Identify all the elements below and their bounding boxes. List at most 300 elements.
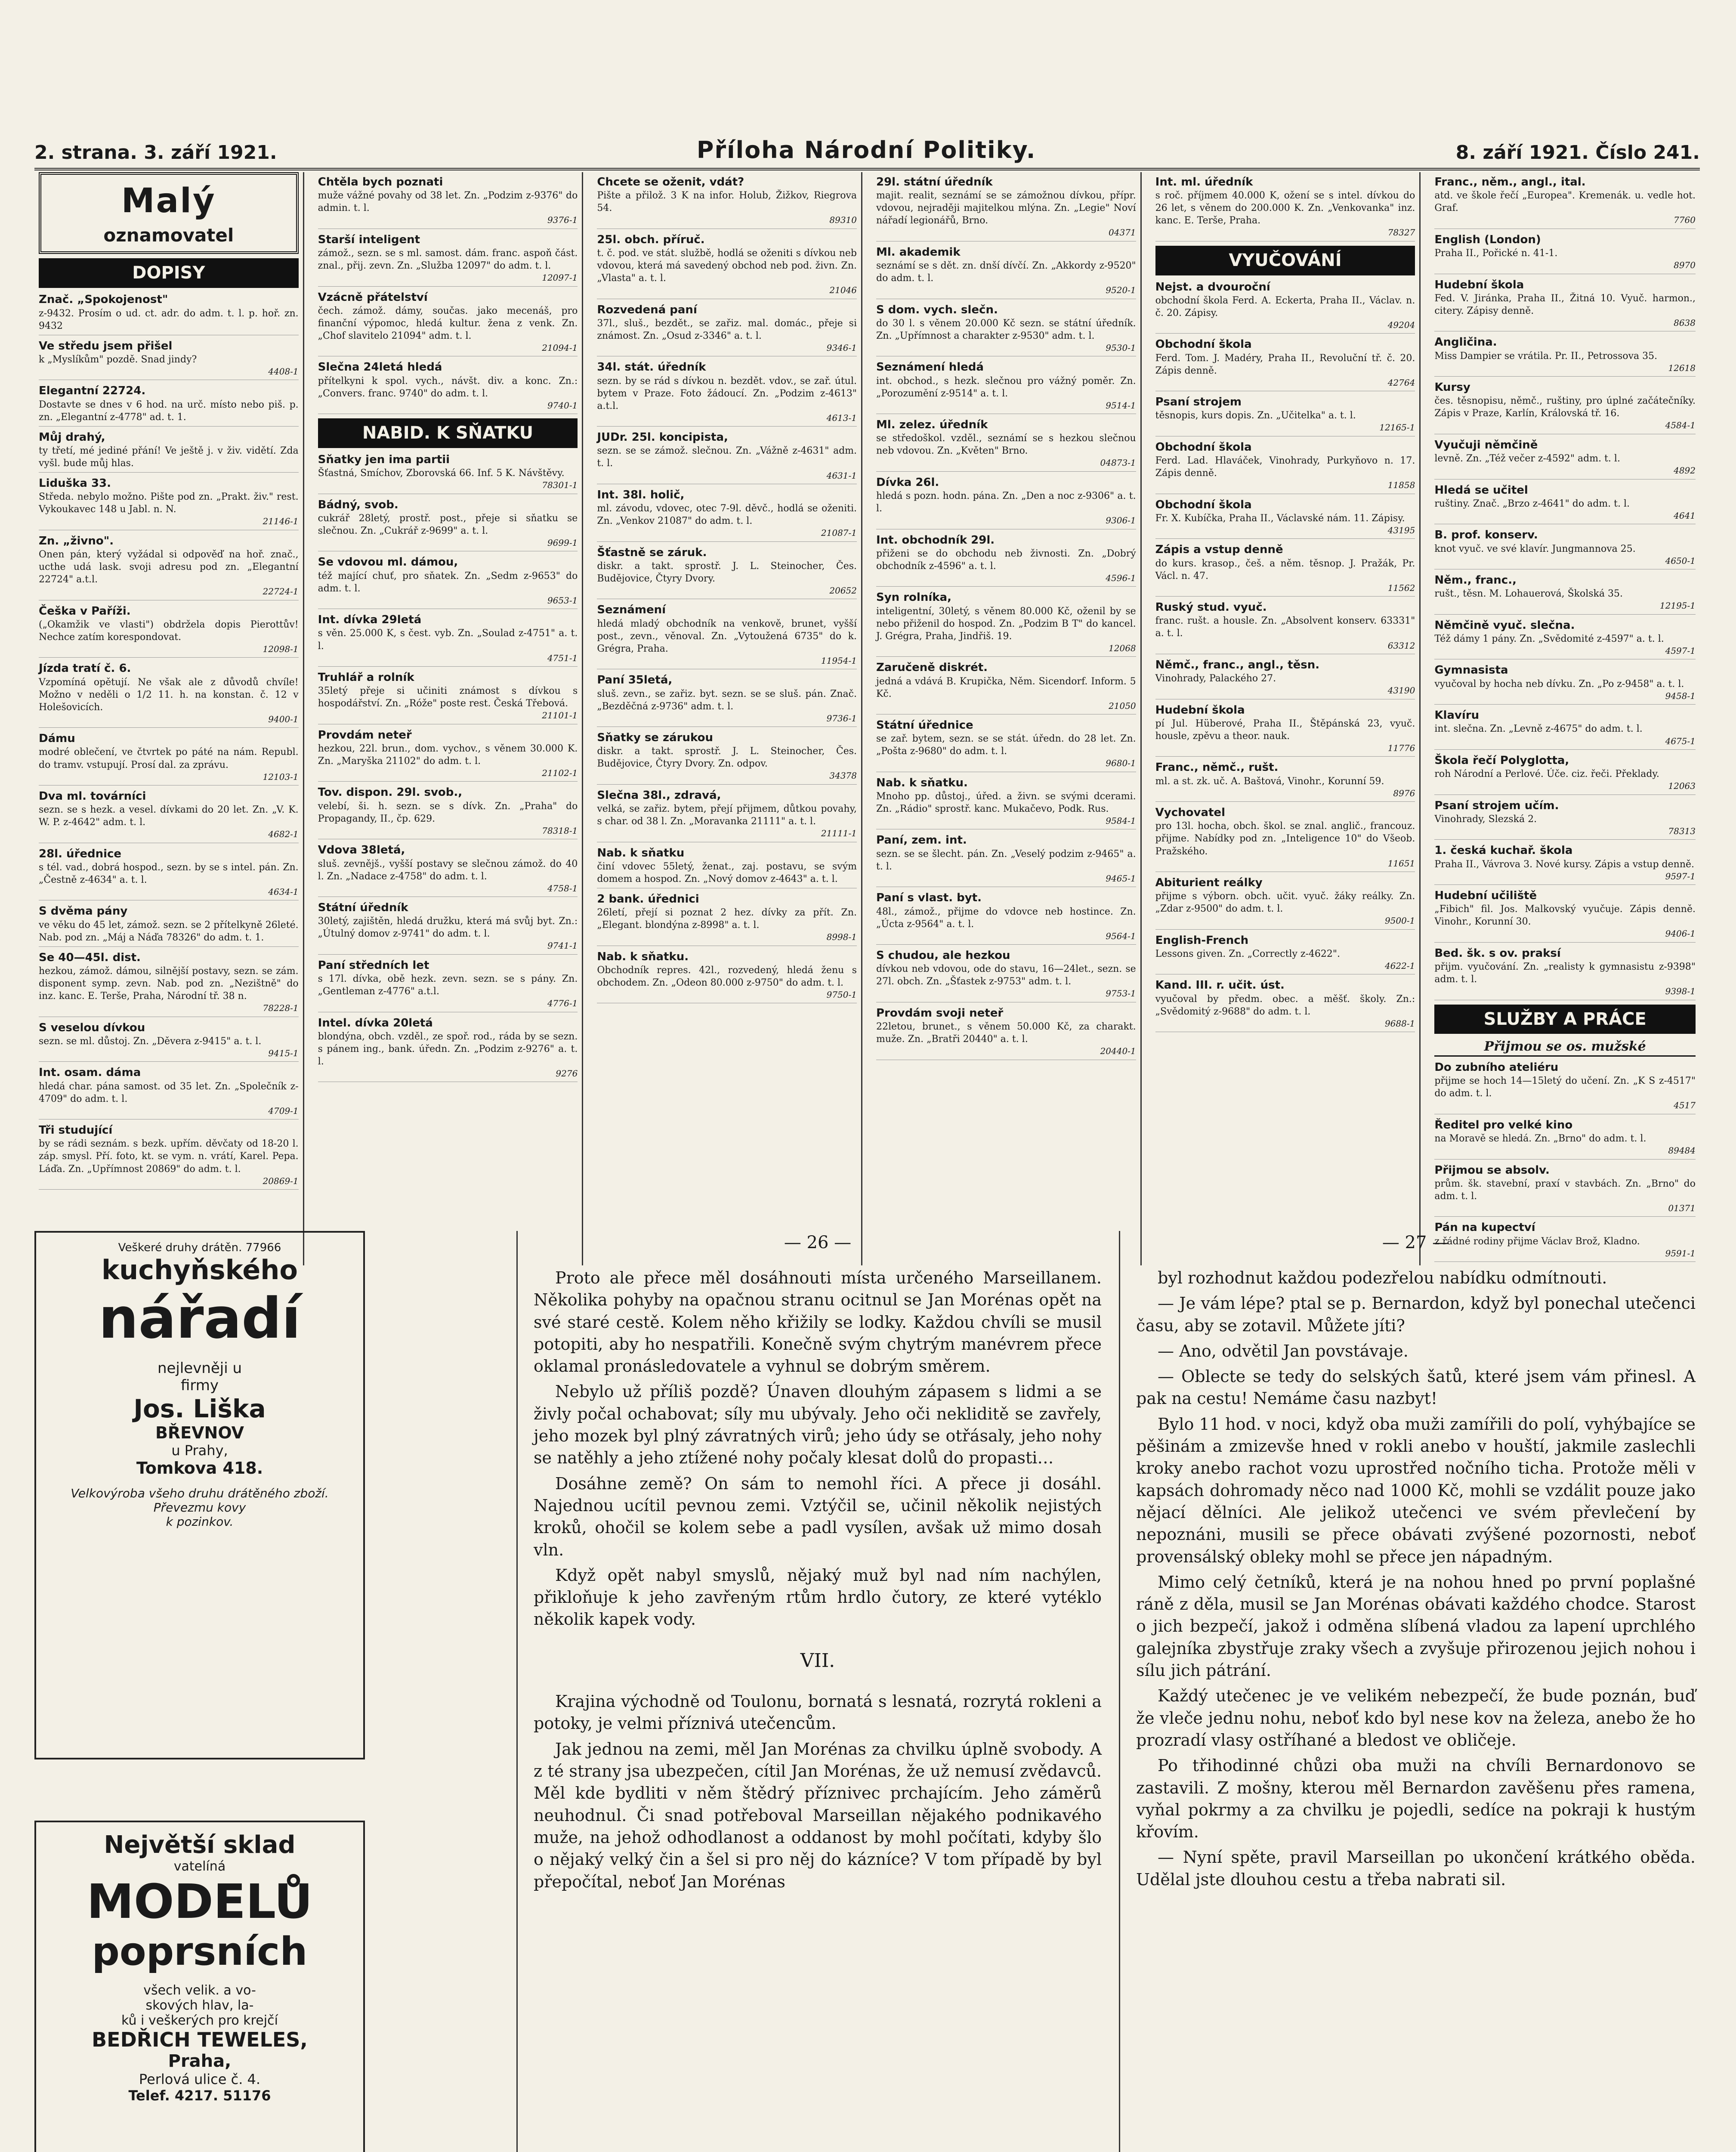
- ad-text: přijm. vyučování. Zn. „realisty k gymnasistu z-9398" adm. t. l.: [1434, 962, 1696, 985]
- classified-ad: [39, 292, 299, 335]
- classified-ad: [1434, 573, 1696, 615]
- ad-modelu-line4: poprsních: [92, 1929, 308, 1974]
- ad-title: Int. dívka 29letá: [318, 613, 422, 627]
- ad-title: Provdám neteř: [318, 728, 412, 742]
- ad-title: Obchodní škola: [1155, 440, 1252, 454]
- classified-ad: [39, 476, 299, 530]
- classified-ad: [1155, 498, 1415, 539]
- ad-text: prům. šk. stavební, praxí v stavbách. Zn. „Brno" do adm. t. l.: [1434, 1178, 1696, 1202]
- ad-text: roh Národní a Perlové. Úče. ciz. řeči. Překlady.: [1434, 769, 1659, 780]
- classified-ad: [597, 846, 857, 888]
- classified-ad: [1155, 280, 1415, 334]
- ad-title: Šťastně se záruk.: [597, 546, 707, 559]
- ad-text: ve věku do 45 let, zámož. sezn. se 2 přítelkyně 26leté. Nab. pod zn. „Máj a Náďa 78326" do adm. t. 1.: [39, 919, 299, 943]
- ad-kuchynske-naradi: [34, 1231, 365, 1759]
- ad-title: Abiturient reálky: [1155, 876, 1263, 889]
- classified-ad: [1155, 703, 1415, 757]
- ad-text: sezn. se s hezk. a vesel. dívkami do 20 let. Zn. „V. K. W. P. z-4642" adm. t. l.: [39, 804, 299, 828]
- ad-code: 9750-1: [826, 989, 857, 1000]
- ad-title: Obchodní škola: [1155, 498, 1252, 511]
- ad-code: 04873-1: [1100, 458, 1136, 468]
- ad-code: 34378: [829, 770, 857, 781]
- classified-ad: [318, 452, 578, 494]
- ad-title: English-French: [1155, 934, 1249, 947]
- classified-ad: [1434, 888, 1696, 943]
- ad-modelu-line5: všech velik. a vo-: [143, 1983, 256, 1998]
- ad-code: 9346-1: [826, 342, 857, 353]
- ad-code: 21102-1: [542, 768, 578, 779]
- ad-text: Lessons given. Zn. „Correctly z-4622".: [1155, 949, 1340, 959]
- classified-ad: [1155, 395, 1415, 436]
- ad-text: „Fibich" fil. Jos. Malkovský vyučuje. Zápis denně. Vinohr., Korunní 30.: [1434, 904, 1696, 928]
- ad-title: Seznámení hledá: [876, 361, 984, 374]
- ad-kuch-line1: Veškeré druhy drátěn. 77966: [118, 1241, 281, 1254]
- ad-code: 12097-1: [542, 272, 578, 283]
- ad-text: hledá char. pána samost. od 35 let. Zn. „Společník z-4709" do adm. t. l.: [39, 1081, 299, 1104]
- classified-ad: [597, 603, 857, 669]
- ad-code: 4776-1: [547, 998, 578, 1009]
- ad-text: velebí, ši. h. sezn. se s dívk. Zn. „Praha" do Propagandy, II., čp. 629.: [318, 801, 578, 824]
- ad-code: 9458-1: [1665, 690, 1696, 701]
- ad-title: Sňatky jen ima partii: [318, 453, 450, 466]
- ad-text: jedná a vdává B. Krupička, Něm. Sicendorf. Inform. 5 Kč.: [876, 676, 1136, 699]
- ad-text: hledá mladý obchodník na venkově, brunet, vyšší post., zevn., věnoval. Zn. „Vytoužená 6735" do k. Grégra, Praha.: [597, 618, 857, 654]
- ad-title: Nab. k sňatku.: [876, 776, 968, 789]
- classified-ad: [39, 339, 299, 380]
- header-right: 8. září 1921. Číslo 241.: [1455, 142, 1700, 164]
- ad-text: Ferd. Lad. Hlaváček, Vinohrady, Purkyňovo n. 17. Zápis denně.: [1155, 455, 1415, 479]
- ad-text: („Okamžik ve vlasti") obdržela dopis Pierottův! Nechce zatím korespondovat.: [39, 619, 299, 643]
- ad-text: přijme se hoch 14—15letý do učení. Zn. „K S z-4517" do adm. t. l.: [1434, 1076, 1696, 1099]
- ad-code: 4709-1: [268, 1105, 299, 1116]
- classified-ad: [597, 949, 857, 1004]
- ad-text: seznámí se s dět. zn. dnší dívčí. Zn. „Akkordy z-9520" do adm. t. l.: [876, 260, 1136, 284]
- ad-kuch-line12: k pozinkov.: [166, 1515, 234, 1529]
- classified-ad: [1434, 483, 1696, 525]
- ad-title: Hudební učiliště: [1434, 889, 1537, 903]
- ad-kuch-line9: Tomkova 418.: [136, 1459, 263, 1478]
- ad-text: na Moravě se hledá. Zn. „Brno" do adm. t. l.: [1434, 1133, 1646, 1144]
- classified-ad: [597, 545, 857, 600]
- ad-code: 21094-1: [542, 342, 578, 353]
- running-header: [34, 129, 1700, 170]
- ad-title: Dívka 26l.: [876, 476, 939, 489]
- classified-ad: [597, 673, 857, 727]
- ad-title: Tři studující: [39, 1124, 113, 1137]
- classified-ad: [1434, 1163, 1696, 1217]
- ad-text: velká, se zařiz. bytem, přejí přijmem, důtkou povahy, s char. od 38 l. Zn. „Moravanka 21111" a. t. l.: [597, 804, 857, 827]
- ad-code: 9400-1: [268, 714, 299, 724]
- ad-title: Bed. šk. s ov. praksí: [1434, 946, 1561, 960]
- ad-code: 43190: [1387, 685, 1415, 696]
- ad-text: pro 13l. hocha, obch. škol. se znal. anglič., francouz. přijme. Nabídky pod zn. „Inteligence 10" do Všeob. Pražského.: [1155, 821, 1415, 857]
- ad-modelu-poprsnich: [34, 1821, 365, 2152]
- ad-code: 11562: [1387, 582, 1415, 593]
- ad-title: S chudou, ale hezkou: [876, 949, 1010, 962]
- ad-code: 9699-1: [547, 538, 578, 548]
- story-divider-middle: [1119, 1231, 1120, 2152]
- classified-ad: [1155, 875, 1415, 930]
- ad-title: Truhlář a rolník: [318, 671, 414, 684]
- ad-code: 4682-1: [268, 829, 299, 840]
- ad-text: knot vyuč. ve své klavír. Jungmannova 25.: [1434, 543, 1636, 554]
- ad-title: Můj drahý,: [39, 430, 105, 444]
- ad-text: s 17l. dívka, obě hezk. zevn. sezn. se s pány. Zn. „Gentleman z-4776" a.t.l.: [318, 974, 578, 997]
- ad-code: 4408-1: [268, 366, 299, 377]
- ad-text: hledá s pozn. hodn. pána. Zn. „Den a noc z-9306" a. t. l.: [876, 491, 1136, 514]
- ad-code: 21146-1: [263, 516, 299, 527]
- ad-title: B. prof. konserv.: [1434, 529, 1538, 542]
- classified-ad: [39, 661, 299, 728]
- classified-ad: [39, 1123, 299, 1190]
- classified-ad: [39, 1065, 299, 1119]
- ad-code: 49204: [1387, 319, 1415, 330]
- story-paragraph: Jak jednou na zemi, měl Jan Morénas za chvilku úplně svobody. A z té strany jsa ubezpečen, cítil Jan Morénas, že už nemusí zvědavců. Měl kde bydliti v něm štědrý příznivec prchajícím. Jeho záměrů neuhodnul. Či snad potřeboval Marseillan nějakého podnikavého muže, na jehož odhodlanost a oddanost by mohl počítati, kdyby šlo o nějaký velký čin a šel si pro něj do kázníce? V tom případě by byl přepočítal, neboť Jan Morénas: [534, 1739, 1102, 1891]
- ad-title: Státní úředník: [318, 901, 408, 914]
- ad-code: 21050: [1109, 700, 1136, 711]
- ad-code: 89310: [829, 215, 857, 226]
- ad-text: majit. realit, seznámí se se zámožnou dívkou, přípr. vdovou, nejraději majitelkou mlýna. Zn. „Legie" Noví nářadí legionářů, Brno.: [876, 190, 1136, 226]
- ad-title: Seznámení: [597, 603, 666, 617]
- ad-code: 22724-1: [263, 586, 299, 597]
- ad-title: Intel. dívka 20letá: [318, 1016, 433, 1030]
- ad-code: 12098-1: [263, 643, 299, 654]
- ad-code: 78313: [1668, 826, 1696, 836]
- ad-title: Hudební škola: [1434, 278, 1524, 291]
- ad-title: Liduška 33.: [39, 477, 111, 490]
- ad-code: 4751-1: [547, 652, 578, 663]
- story-paragraph: Dosáhne země? On sám to nemohl říci. A přece ji dosáhl. Najednou ucítil pevnou zemi. Vztýčil se, učinil několik nejistých kroků, ohočil se kolem sebe a padl vysílen, avšak už mimo dosah vln.: [534, 1474, 1102, 1559]
- ad-title: Do zubního ateliéru: [1434, 1061, 1559, 1074]
- ad-code: 11954-1: [821, 655, 857, 666]
- ad-title: Franc., něm., angl., ital.: [1434, 176, 1586, 189]
- ad-text: Mnoho pp. důstoj., úřed. a živn. se svými dcerami. Zn. „Rádio" sprostř. kanc. Mukačevo, Podk. Rus.: [876, 791, 1136, 815]
- ad-text: se zař. bytem, sezn. se se stát. úředn. do 28 let. Zn. „Pošta z-9680" do adm. t. l.: [876, 733, 1136, 757]
- ad-modelu-line3: MODELŮ: [86, 1874, 313, 1929]
- ad-text: Fr. X. Kubíčka, Praha II., Václavské nám. 11. Zápisy.: [1155, 513, 1405, 524]
- ad-code: 8976: [1393, 788, 1415, 798]
- ad-code: 4634-1: [268, 887, 299, 897]
- ad-text: by se rádi seznám. s bezk. upřím. děvčaty od 18-20 l. záp. smysl. Pří. foto, kt. se vym. n. vrátí, Karel. Pepa. Láďa. Zn. „Upřímnost 20869" do adm. t. l.: [39, 1138, 299, 1175]
- ad-title: Syn rolníka,: [876, 591, 951, 604]
- ad-text: z řádné rodiny přijme Václav Brož, Kladno.: [1434, 1236, 1640, 1247]
- ad-title: Sňatky se zárukou: [597, 731, 713, 744]
- classified-ad: [318, 843, 578, 897]
- ad-text: 22letou, brunet., s věnem 50.000 Kč, za charakt. muže. Zn. „Bratři 20440" a. t. l.: [876, 1021, 1136, 1045]
- ad-title: Přijmou se absolv.: [1434, 1163, 1550, 1177]
- ad-code: 8970: [1674, 260, 1696, 271]
- ad-text: přítelkyni k spol. vych., návšt. div. a konc. Zn.: „Convers. franc. 9740" do adm. t. l.: [318, 375, 578, 399]
- chapter-heading: VII.: [800, 1649, 835, 1672]
- ad-title: Gymnasista: [1434, 664, 1508, 677]
- story-paragraph: Když opět nabyl smyslů, nějaký muž byl nad ním nachýlen, přikloňuje k jeho zavřeným rtům hrdlo čutory, ze které vytéklo několik kapek vody.: [534, 1565, 1102, 1629]
- story-paragraph: Proto ale přece měl dosáhnouti místa určeného Marseillanem. Několika pohyby na opačnou stranu ocitnul se Jan Morénas opět na své staré cestě. Kolem něho křižily se lodky. Každou chvíli se musil potopiti, aby ho nespatřili. Konečně svým chytrým manévrem přece oklamal pronásledovatele a vyhnul se dobrým směrem.: [534, 1268, 1102, 1376]
- ad-text: Vzpomíná opětují. Ne však ale z důvodů chvíle! Možno v neděli o 1/2 11. h. na konstan. č. 12 v Holešovicích.: [39, 677, 299, 713]
- ad-text: sezn. se ml. důstoj. Zn. „Děvera z-9415" a. t. l.: [39, 1036, 262, 1047]
- ad-title: Bádný, svob.: [318, 498, 398, 511]
- ad-title: Hudební škola: [1155, 703, 1245, 717]
- ad-title: Zaručeně diskrét.: [876, 661, 988, 674]
- ad-code: 78301-1: [542, 480, 578, 491]
- classified-ad: [1434, 438, 1696, 479]
- column-2: [314, 172, 584, 1265]
- classified-ad: [318, 612, 578, 667]
- classified-ad: [597, 303, 857, 357]
- ad-code: 9520-1: [1106, 285, 1136, 296]
- classified-ad: [39, 789, 299, 843]
- ad-code: 9564-1: [1106, 931, 1136, 941]
- classified-ad: [39, 430, 299, 473]
- ad-title: Ml. zelez. úředník: [876, 418, 988, 432]
- ad-code: 9680-1: [1106, 758, 1136, 769]
- classified-ad: [876, 1006, 1136, 1060]
- classified-ad: [1434, 528, 1696, 569]
- classified-ad: [39, 534, 299, 600]
- ad-title: Nab. k sňatku: [597, 846, 685, 860]
- ad-code: 4675-1: [1665, 736, 1696, 746]
- classified-ad: [876, 590, 1136, 657]
- ad-code: 9597-1: [1665, 871, 1696, 881]
- ad-text: Fed. V. Jiránka, Praha II., Žitná 10. Vyuč. harmon., citery. Zápisy denně.: [1434, 293, 1696, 316]
- ad-title: Paní 35letá,: [597, 674, 673, 687]
- ad-text: s tél. vad., dobrá hospod., sezn. by se s intel. pán. Zn. „Čestně z-4634" a. t. l.: [39, 862, 299, 886]
- ad-title: Kand. III. r. učit. úst.: [1155, 979, 1285, 992]
- classified-ad: [318, 232, 578, 287]
- ad-text: čes. těsnopisu, němč., ruštiny, pro úplné začátečníky. Zápis v Praze, Karlín, Královská tř. 16.: [1434, 396, 1696, 419]
- story-paragraph: — Je vám lépe? ptal se p. Bernardon, když byl ponechal utečenci času, aby se zotavil. Můžete jíti?: [1136, 1294, 1696, 1335]
- ad-title: 29l. státní úředník: [876, 176, 993, 189]
- ad-text: hezkou, zámož. dámou, silnější postavy, sezn. se zám. disponent symp. zevn. Nab. pod zn. „Nezištně" do inz. kanc. E. Terše, Praha, Národní tř. 38 n.: [39, 966, 299, 1002]
- ad-title: Ředitel pro velké kino: [1434, 1118, 1573, 1132]
- ad-code: 78318-1: [542, 825, 578, 836]
- ad-code: 12618: [1668, 362, 1696, 373]
- ad-code: 9398-1: [1665, 986, 1696, 997]
- classified-ad: [876, 948, 1136, 1002]
- section-sub-services: Přijmou se os. mužské: [1434, 1038, 1696, 1057]
- ad-title: Ruský stud. vyuč.: [1155, 601, 1267, 614]
- ad-code: 9753-1: [1106, 988, 1136, 999]
- ad-title: Státní úřednice: [876, 718, 973, 732]
- ad-title: Dámu: [39, 732, 75, 745]
- ad-title: Ml. akademik: [876, 245, 961, 259]
- ad-code: 9306-1: [1106, 515, 1136, 526]
- ad-title: Klavíru: [1434, 709, 1480, 722]
- ad-modelu-line7: ků i veškerých pro krejčí: [121, 2013, 278, 2028]
- ad-code: 4596-1: [1106, 573, 1136, 583]
- ad-title: Hledá se učitel: [1434, 483, 1528, 497]
- ad-text: přiženi se do obchodu neb živnosti. Zn. „Dobrý obchodník z-4596" a. t. l.: [876, 548, 1136, 572]
- classified-ad: [597, 488, 857, 542]
- ad-title: Int. obchodník 29l.: [876, 533, 995, 547]
- ad-title: Slečna 24letá hledá: [318, 361, 442, 374]
- ad-text: Miss Dampier se vrátila. Pr. II., Petrossova 35.: [1434, 350, 1658, 362]
- classified-ad: [1434, 843, 1696, 885]
- ad-text: modré oblečení, ve čtvrtek po páté na nám. Republ. do tramv. vstupují. Prosí dal. za zprávu.: [39, 747, 299, 770]
- ad-title: Zn. „živno".: [39, 534, 114, 547]
- ad-text: Středa. nebylo možno. Pište pod zn. „Prakt. živ." rest. Vykoukavec 148 u Jabl. n. N.: [39, 492, 299, 515]
- classified-ad: [39, 383, 299, 426]
- ad-code: 9688-1: [1384, 1018, 1415, 1029]
- ad-text: čech. zámož. dámy, součas. jako mecenáš, pro finanční výpomoc, hledá kultur. žena z venk. Zn. „Chof slavitelo 21094" adm. t. l.: [318, 305, 578, 341]
- ad-code: 4597-1: [1665, 646, 1696, 656]
- ad-title: Němčině vyuč. slečna.: [1434, 618, 1575, 632]
- ad-code: 11858: [1387, 480, 1415, 491]
- ad-title: Franc., němč., rušt.: [1155, 761, 1279, 774]
- classified-ad: [876, 833, 1136, 887]
- section-header-marriage: NABID. K SŇATKU: [318, 418, 578, 448]
- classified-ad: [318, 670, 578, 724]
- ad-modelu-line2: vatelíná: [173, 1859, 226, 1874]
- ad-title: Rozvedená paní: [597, 303, 697, 316]
- ad-code: 12068: [1109, 643, 1136, 653]
- ad-code: 20652: [829, 585, 857, 596]
- story-paragraph: — Ano, odvětil Jan povstávaje.: [1158, 1341, 1409, 1360]
- ad-modelu-line1: Největší sklad: [104, 1831, 296, 1859]
- ad-title: Vzácně přátelství: [318, 291, 428, 304]
- ad-code: 21101-1: [542, 710, 578, 721]
- ad-text: Vinohrady, Slezská 2.: [1434, 813, 1537, 825]
- ad-code: 43195: [1387, 525, 1415, 535]
- ad-text: obchodní škola Ferd. A. Eckerta, Praha II., Václav. n. č. 20. Zápisy.: [1155, 295, 1415, 318]
- classified-ad: [876, 890, 1136, 945]
- ad-text: Onen pán, který vyžádal si odpověď na hoř. znač., ucthe udá lask. svoji adresu pod zn. „Elegantní 22724" a.t.l.: [39, 549, 299, 585]
- classified-ad: [1155, 978, 1415, 1032]
- ad-text: muže vážné povahy od 38 let. Zn. „Podzim z-9376" do admin. t. l.: [318, 190, 578, 214]
- story-page-26: [534, 1231, 1102, 2152]
- classified-ad: [876, 175, 1136, 241]
- ad-code: 9465-1: [1106, 873, 1136, 884]
- classified-ad: [1434, 278, 1696, 332]
- ad-title: Pán na kupectví: [1434, 1221, 1535, 1234]
- ad-title: Vyučuji němčině: [1434, 438, 1538, 451]
- ad-title: Int. ml. úředník: [1155, 176, 1253, 189]
- classified-ad: [597, 175, 857, 229]
- classified-ad: [597, 430, 857, 484]
- ad-kuch-line2: kuchyňského: [101, 1254, 298, 1286]
- ad-text: vyučoval by hocha neb dívku. Zn. „Po z-9458" a. t. l.: [1434, 678, 1684, 690]
- ad-title: S veselou dívkou: [39, 1021, 145, 1034]
- ad-title: 28l. úřednice: [39, 847, 122, 860]
- ad-title: Obchodní škola: [1155, 338, 1252, 351]
- ad-text: zámož., sezn. se s ml. samost. dám. franc. aspoň část. znal., přij. zevn. Zn. „Služba 12097" do adm. t. l.: [318, 248, 578, 272]
- ad-code: 9530-1: [1106, 342, 1136, 353]
- ad-text: ruštiny. Znač. „Brzo z-4641" do adm. t. l.: [1434, 498, 1630, 509]
- ad-code: 4517: [1674, 1100, 1696, 1111]
- classified-ad: [876, 303, 1136, 357]
- header-left: 2. strana. 3. září 1921.: [34, 142, 277, 164]
- classified-ad: [876, 245, 1136, 299]
- ad-text: cukrář 28letý, prostř. post., přeje si sňatku se slečnou. Zn. „Cukrář z-9699" a. t. l.: [318, 513, 578, 536]
- ad-code: 12063: [1668, 781, 1696, 792]
- classified-ad: [39, 604, 299, 658]
- ad-title: Něm., franc.,: [1434, 573, 1517, 587]
- classified-ad: [876, 475, 1136, 529]
- ad-text: blondýna, obch. vzděl., ze spoř. rod., ráda by se sezn. s pánem ing., bank. úředn. Zn. „Podzim z-9276" a. t. l.: [318, 1031, 578, 1067]
- ad-title: Vdova 38letá,: [318, 844, 405, 857]
- classified-ad: [597, 788, 857, 842]
- ad-title: Se vdovou ml. dámou,: [318, 556, 458, 569]
- header-center: Příloha Národní Politiky.: [696, 136, 1036, 164]
- ad-text: s věn. 25.000 K, s čest. vyb. Zn. „Soulad z-4751" a. t. l.: [318, 628, 578, 652]
- ad-text: inteligentní, 30letý, s věnem 80.000 Kč, oženil by se nebo přiženil do hospod. Zn. „Podzim B T" do kancel. J. Grégra, Praha, Jindřiš. 19.: [876, 606, 1136, 642]
- classified-ad: [318, 175, 578, 229]
- classifieds-masthead: [39, 172, 299, 254]
- ad-title: JUDr. 25l. koncipista,: [597, 431, 728, 444]
- classified-ad: [1155, 175, 1415, 241]
- ad-code: 4650-1: [1665, 555, 1696, 566]
- ad-code: 4622-1: [1384, 961, 1415, 971]
- ad-title: Se 40—45l. dist.: [39, 951, 141, 964]
- classified-ad: [876, 360, 1136, 414]
- ad-text: k „Myslíkům" pozdě. Snad jindy?: [39, 354, 197, 365]
- classified-ad: [318, 498, 578, 552]
- ad-title: Psaní strojem: [1155, 396, 1242, 409]
- classified-ad: [1434, 663, 1696, 705]
- classified-ad: [318, 900, 578, 955]
- story-paragraph: Krajina východně od Toulonu, bornatá s lesnatá, rozrytá rokleni a potoky, je velmi příznivá utečencům.: [534, 1692, 1102, 1733]
- classified-ad: [597, 730, 857, 785]
- ad-title: Němč., franc., angl., těsn.: [1155, 658, 1320, 671]
- ad-text: int. obchod., s hezk. slečnou pro vážný poměr. Zn. „Porozumění z-9514" a. t. l.: [876, 375, 1136, 399]
- ad-text: též mající chuť, pro sňatek. Zn. „Sedm z-9653" do adm. t. l.: [318, 570, 578, 594]
- ad-code: 4641: [1674, 510, 1696, 521]
- ad-code: 11651: [1387, 858, 1415, 869]
- classified-ad: [318, 785, 578, 839]
- story-paragraph: Bylo 11 hod. v noci, když oba muži zamířili do polí, vyhýbajíce se pěšinám a zmizevše hned v rokli anebo v houští, jakmile zaslechli kroky anebo rachot vozu uprostřed nočního ticha. Protože měli v kapsách dohromady něco nad 1000 Kč, mohli se vzdálit pouze jako nějací dělníci. Ale jelikož utečenci ve svém převlečení by nepoznáni, musili se přece obávati zvýšené pozornosti, neboť provensálský obleky mohl se přece jen nápadným.: [1136, 1414, 1696, 1566]
- ad-title: 2 bank. úřednici: [597, 892, 699, 906]
- classified-ad: [1155, 658, 1415, 699]
- ad-text: do 30 l. s věnem 20.000 Kč sezn. se státní úředník. Zn. „Upřímnost a charakter z-9530" adm. t. l.: [876, 318, 1136, 341]
- ad-title: Elegantní 22724.: [39, 384, 146, 398]
- ad-text: levně. Zn. „Též večer z-4592" adm. t. l.: [1434, 453, 1620, 464]
- ad-title: Zápis a vstup denně: [1155, 543, 1283, 557]
- ad-text: těsnopis, kurs dopis. Zn. „Učitelka" a. t. l.: [1155, 410, 1356, 421]
- column-6: [1430, 172, 1700, 1265]
- classified-ad: [1434, 798, 1696, 840]
- ad-code: 9376-1: [547, 215, 578, 226]
- ad-title: Int. osam. dáma: [39, 1066, 141, 1079]
- ad-title: Starší inteligent: [318, 233, 420, 246]
- ad-code: 9736-1: [826, 713, 857, 724]
- ad-text: int. slečna. Zn. „Levně z-4675" do adm. t. l.: [1434, 724, 1643, 735]
- story-paragraph: byl rozhodnut každou podezřelou nabídku odmítnouti.: [1158, 1268, 1607, 1287]
- classified-ad: [1434, 175, 1696, 229]
- classified-ad: [1155, 337, 1415, 391]
- story-paragraph: Po třihodinné chůzi oba muži na chvíli Bernardonovo se zastavili. Z mošny, kterou měl Bernardon zavěšenu přes ramena, vyňal pokrmy a za chvilku je pojedli, sedíce na pokraji k hustým křovím.: [1136, 1756, 1696, 1842]
- ad-title: Chcete se oženit, vdát?: [597, 176, 744, 189]
- ad-code: 9500-1: [1384, 915, 1415, 926]
- ad-text: Vinohrady, Palackého 27.: [1155, 673, 1276, 684]
- page-number-27: — 27 —: [1382, 1233, 1450, 1252]
- column-4: [872, 172, 1142, 1265]
- ad-text: 37l., sluš., bezdět., se zařiz. mal. domác., přeje si známost. Zn. „Osud z-3346" a. t. l.: [597, 318, 857, 341]
- ad-text: dívkou neb vdovou, ode do stavu, 16—24let., sezn. se 27l. obch. Zn. „Šťastek z-9753" adm. t. l.: [876, 964, 1136, 987]
- ad-code: 8998-1: [826, 932, 857, 943]
- ad-text: Dostavte se dnes v 6 hod. na urč. místo nebo piš. p. zn. „Elegantní z-4778" ad. t. 1.: [39, 399, 299, 423]
- ad-code: 04371: [1109, 227, 1136, 238]
- ad-title: Jízda tratí č. 6.: [39, 662, 131, 675]
- classified-ad: [39, 904, 299, 946]
- classified-ad: [318, 555, 578, 609]
- column-3: [593, 172, 862, 1265]
- ad-text: 26letí, přejí si poznat 2 hez. dívky za přít. Zn. „Elegant. blondýna z-8998" a. t. l.: [597, 907, 857, 931]
- ad-code: 21087-1: [821, 528, 857, 538]
- ad-text: sluš. zevnějš., vyšší postavy se slečnou zámož. do 40 l. Zn. „Nadace z-4758" do adm. t. l.: [318, 858, 578, 882]
- ad-code: 12103-1: [263, 771, 299, 782]
- ad-code: 8638: [1674, 317, 1696, 328]
- classified-ad: [1434, 618, 1696, 660]
- ad-code: 9584-1: [1106, 816, 1136, 826]
